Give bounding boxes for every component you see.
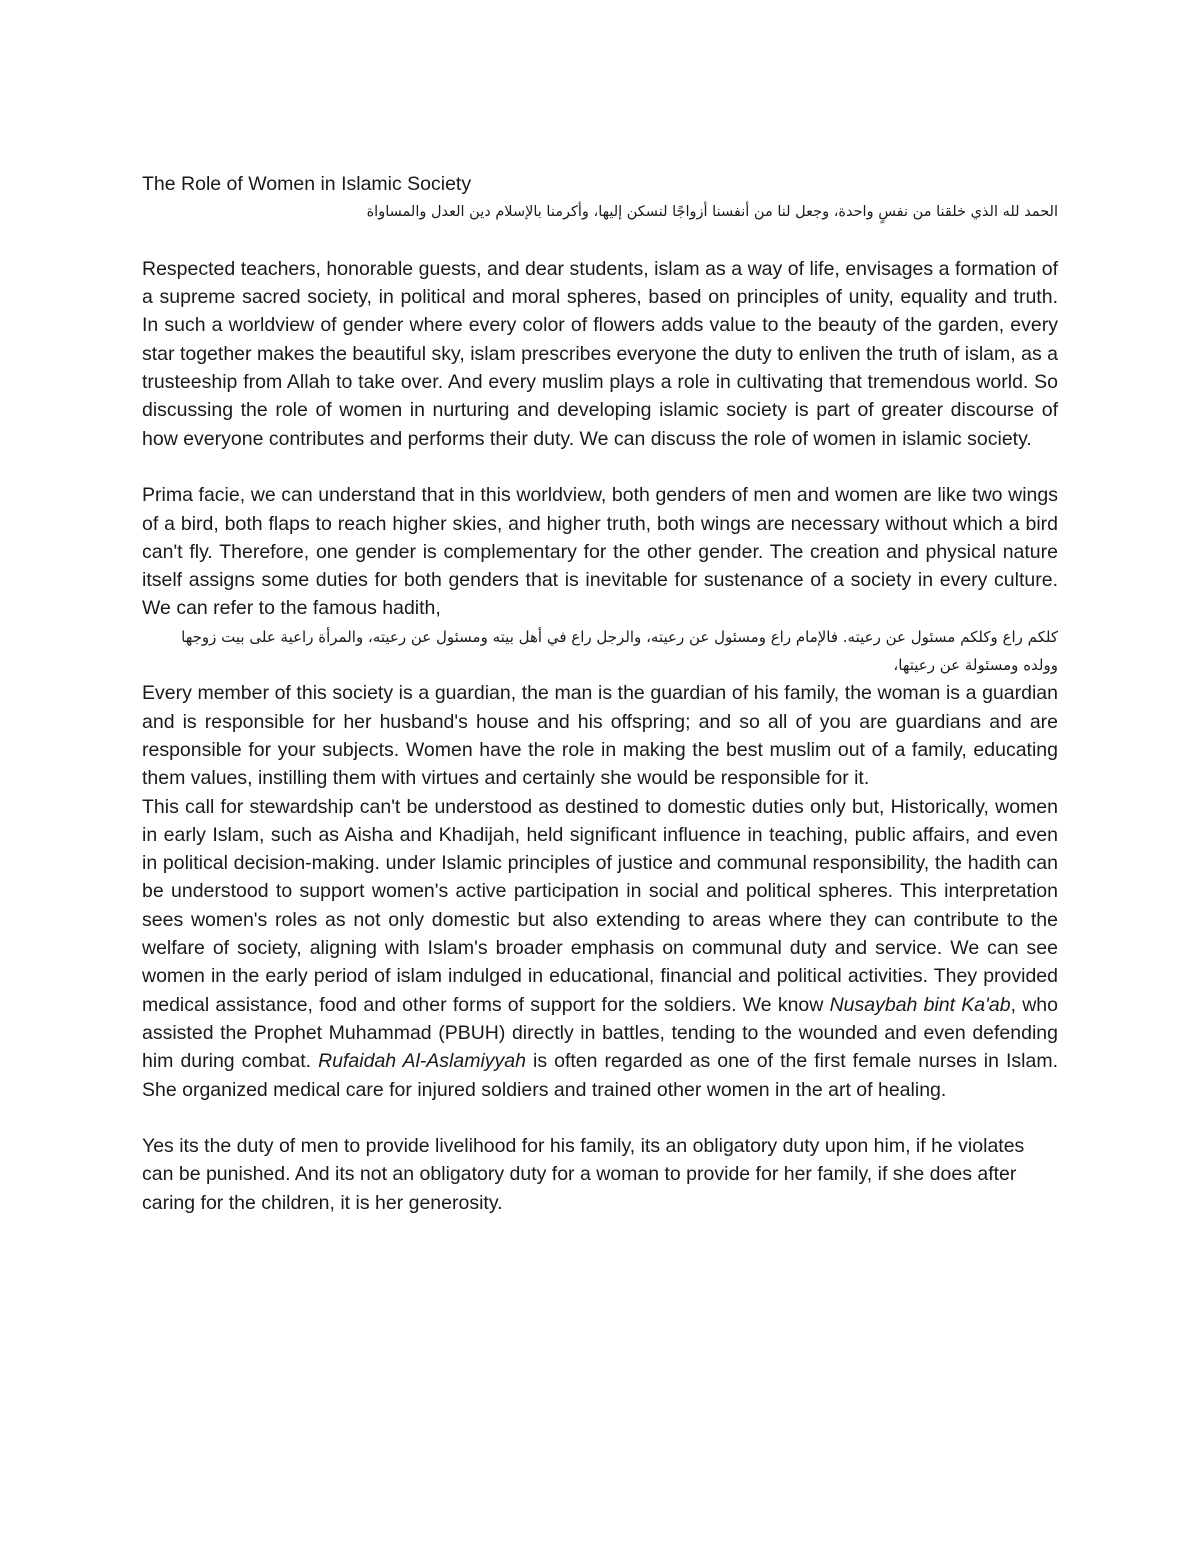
paragraph-stewardship-text-3: is often regarded as one of the first female nurses in Islam. She organized medical care for injured soldiers and trained other women in the art of healing. bbox=[142, 1050, 1058, 1101]
arabic-hadith: كلكم راع وكلكم مسئول عن رعيته. فالإمام راع ومسئول عن رعيته، والرجل راع في أهل بيته ومسئول عن رعيته، والمرأة راعية على بيت زوجها وولده ومسئولة عن رعيتها، bbox=[181, 627, 1058, 675]
paragraph-gap bbox=[142, 453, 1058, 481]
paragraph-introduction: Respected teachers, honorable guests, and dear students, islam as a way of life, envisages a formation of a supreme sacred society, in political and moral spheres, based on principles of unity, equality and truth. In such a worldview of gender where every color of flowers adds value to the beauty of the garden, every star together makes the beautiful sky, islam prescribes everyone the duty to enliven the truth of islam, as a trusteeship from Allah to take over. And every muslim plays a role in cultivating that tremendous world. So discussing the role of women in nurturing and developing islamic society is part of greater discourse of how everyone contributes and performs their duty. We can discuss the role of women in islamic society. bbox=[142, 257, 1058, 450]
paragraph-two-wings: Prima facie, we can understand that in this worldview, both genders of men and women are like two wings of a bird, both flaps to reach higher skies, and higher truth, both wings are necessary without which a bird can't fly. Therefore, one gender is complementary for the other gender. The creation and physical nature itself assigns some duties for both genders that is inevitable for sustenance of a society in every culture. We can refer to the famous hadith, bbox=[142, 484, 1058, 620]
arabic-opening: الحمد لله الذي خلقنا من نفسٍ واحدة، وجعل لنا من أنفسنا أزواجًا لنسكن إليها، وأكرمنا بالإسلام دين العدل والمساواة bbox=[366, 204, 1058, 221]
paragraph-livelihood: Yes its the duty of men to provide livelihood for his family, its an obligatory duty upon him, if he violates can be punished. And its not an obligatory duty for a woman to provide for her family, if she does after caring for the children, it is her generosity. bbox=[142, 1135, 1025, 1214]
paragraph-stewardship-text-1: This call for stewardship can't be understood as destined to domestic duties only but, Historically, women in early Islam, such as Aisha and Khadijah, held significant influence in teaching, public affairs, and even in political decision-making. under Islamic principles of justice and communal responsibility, the hadith can be understood to support women's active participation in social and political spheres. This interpretation sees women's roles as not only domestic but also extending to areas where they can contribute to the welfare of society, aligning with Islam's broader emphasis on communal duty and service. We can see women in the early period of islam indulged in educational, financial and political activities. They provided medical assistance, food and other forms of support for the soldiers. We know bbox=[142, 795, 1058, 1016]
paragraph-gap bbox=[142, 1104, 1058, 1132]
paragraph-stewardship-text-2: , who assisted the Prophet Muhammad (PBUH) directly in battles, tending to the wounded and even defending him during combat. bbox=[142, 993, 1058, 1073]
name-nusaybah: Nusaybah bint Ka'ab bbox=[829, 993, 1011, 1016]
name-rufaidah: Rufaidah Al-Aslamiyyah bbox=[318, 1050, 526, 1073]
paragraph-gap bbox=[142, 227, 1058, 255]
document-title: The Role of Women in Islamic Society bbox=[142, 173, 472, 195]
paragraph-stewardship bbox=[142, 793, 1058, 1104]
paragraph-guardian: Every member of this society is a guardian, the man is the guardian of his family, the woman is a guardian and is responsible for her husband's house and his offspring; and so all of you are guardians and are responsible for your subjects. Women have the role in making the best muslim out of a family, educating them values, instilling them with virtues and certainly she would be responsible for it. bbox=[142, 682, 1058, 790]
document-page bbox=[142, 170, 1058, 1217]
